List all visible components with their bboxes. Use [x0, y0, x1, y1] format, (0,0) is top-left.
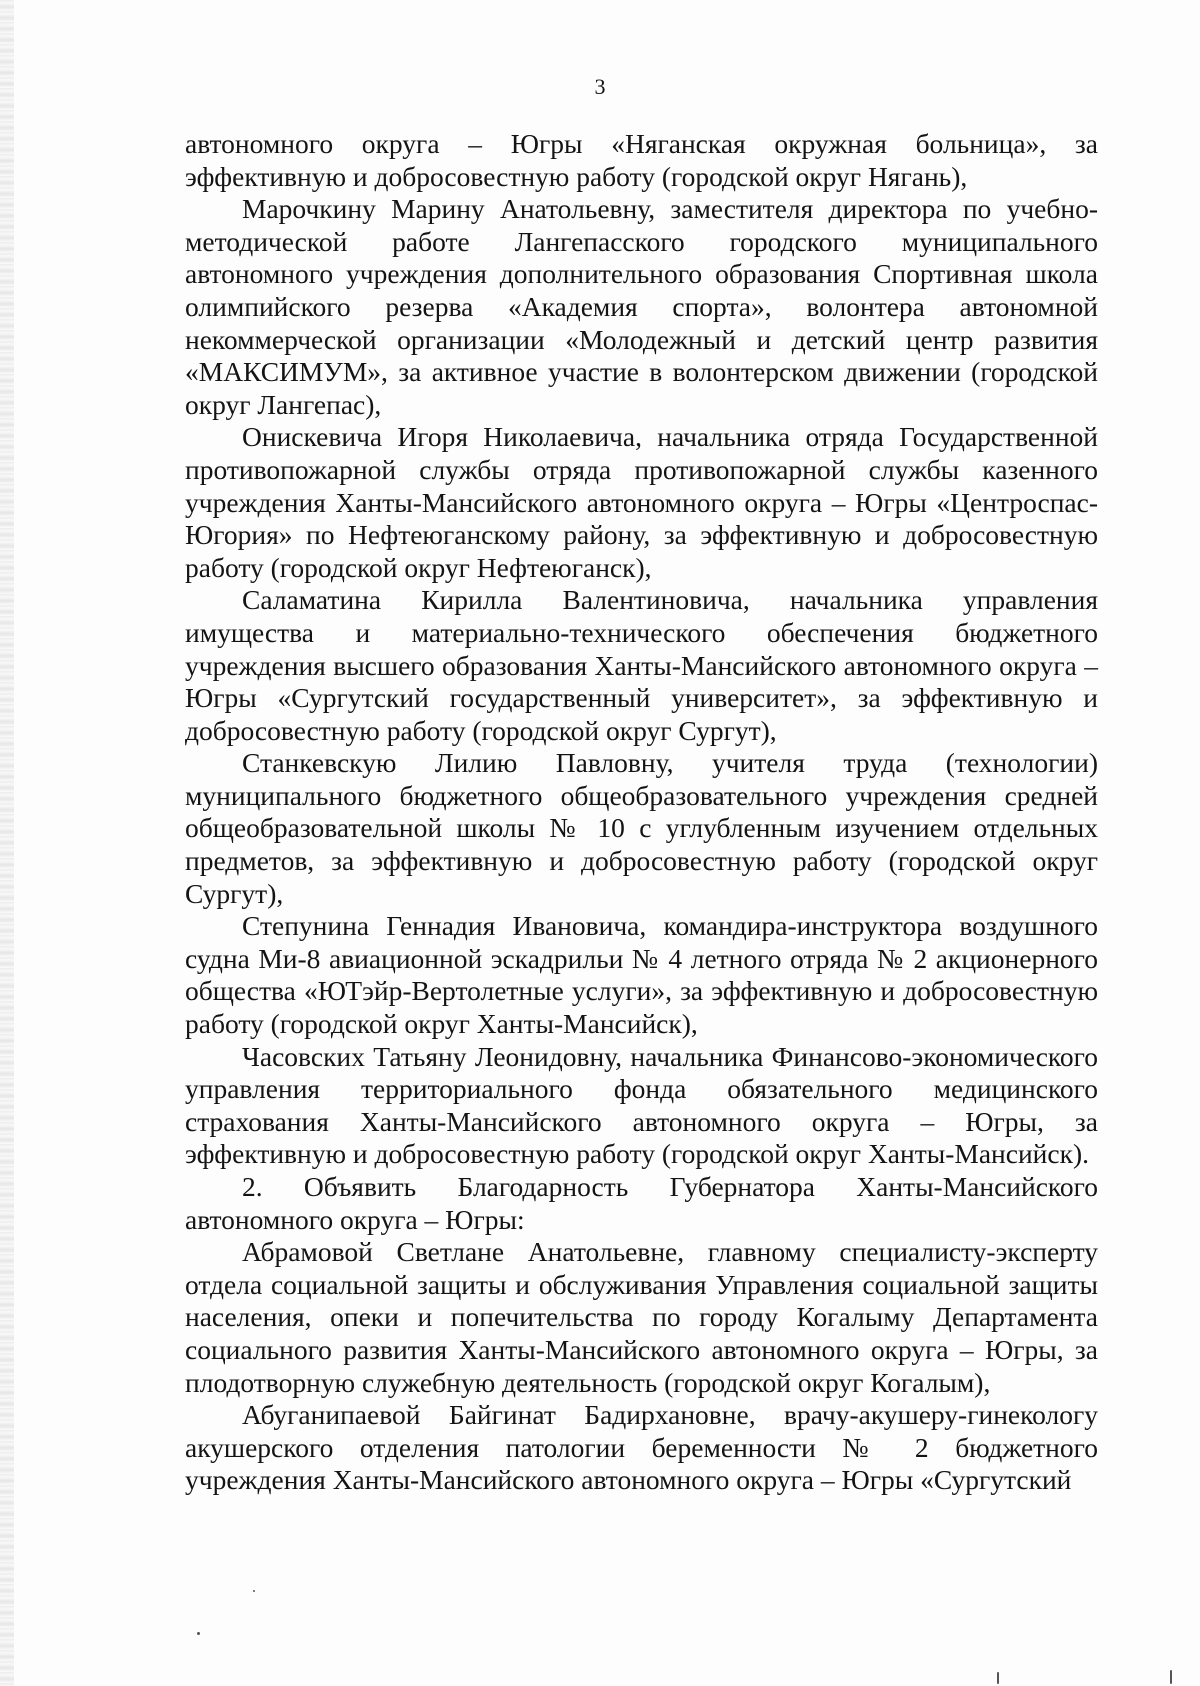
- page-number: 3: [594, 74, 606, 99]
- document-body: [185, 128, 1098, 1497]
- paragraph-salamatin: Саламатина Кирилла Валентиновича, начальника управления имущества и материально-технического обеспечения бюджетного учреждения высшего образования Ханты-Мансийского автономного округа – Югры «Сургутский государственный университет», за эффективную и добросовестную работу (городской округ Сургут),: [185, 584, 1098, 746]
- scan-edge-shadow: [0, 0, 14, 1686]
- paragraph-stankevskaya: Станкевскую Лилию Павловну, учителя труда (технологии) муниципального бюджетного общеобразовательного учреждения средней общеобразовательной школы № 10 с углубленным изучением отдельных предметов, за эффективную и добросовестную работу (городской округ Сургут),: [185, 747, 1098, 909]
- scan-speck: [197, 1632, 200, 1635]
- paragraph-chasovskikh: Часовских Татьяну Леонидовну, начальника Финансово-экономического управления территориального фонда обязательного медицинского страхования Ханты-Мансийского автономного округа – Югры, за эффективную и добросовестную работу (городской округ Ханты-Мансийск).: [185, 1040, 1098, 1170]
- scan-speck: [253, 1590, 255, 1592]
- paragraph-oniskevich: Онискевича Игоря Николаевича, начальника отряда Государственной противопожарной службы отряда противопожарной службы казенного учреждения Ханты-Мансийского автономного округа – Югры «Центроспас-Югория» по Нефтеюганскому району, за эффективную и добросовестную работу (городской округ Нефтеюганск),: [185, 421, 1098, 583]
- scan-speck: [1170, 1670, 1172, 1684]
- scan-speck: [997, 1672, 999, 1684]
- paragraph-abuganipaeva: Абуганипаевой Байгинат Бадирхановне, врачу-акушеру-гинекологу акушерского отделения патологии беременности № 2 бюджетного учреждения Ханты-Мансийского автономного округа – Югры «Сургутский: [185, 1399, 1098, 1496]
- paragraph-abramova: Абрамовой Светлане Анатольевне, главному специалисту-эксперту отдела социальной защиты и обслуживания Управления социальной защиты населения, опеки и попечительства по городу Когалыму Департамента социального развития Ханты-Мансийского автономного округа – Югры, за плодотворную служебную деятельность (городской округ Когалым),: [185, 1236, 1098, 1398]
- paragraph-section-2-heading: 2. Объявить Благодарность Губернатора Ханты-Мансийского автономного округа – Югры:: [185, 1171, 1098, 1235]
- paragraph-stepunin: Степунина Геннадия Ивановича, командира-инструктора воздушного судна Ми-8 авиационной эскадрильи № 4 летного отряда № 2 акционерного общества «ЮТэйр-Вертолетные услуги», за эффективную и добросовестную работу (городской округ Ханты-Мансийск),: [185, 910, 1098, 1040]
- paragraph-marochkina: Марочкину Марину Анатольевну, заместителя директора по учебно-методической работе Лангепасского городского муниципального автономного учреждения дополнительного образования Спортивная школа олимпийского резерва «Академия спорта», волонтера автономной некоммерческой организации «Молодежный и детский центр развития «МАКСИМУМ», за активное участие в волонтерском движении (городской округ Лангепас),: [185, 193, 1098, 420]
- paragraph-nyagan-hospital: автономного округа – Югры «Няганская окружная больница», за эффективную и добросовестную работу (городской округ Нягань),: [185, 128, 1098, 192]
